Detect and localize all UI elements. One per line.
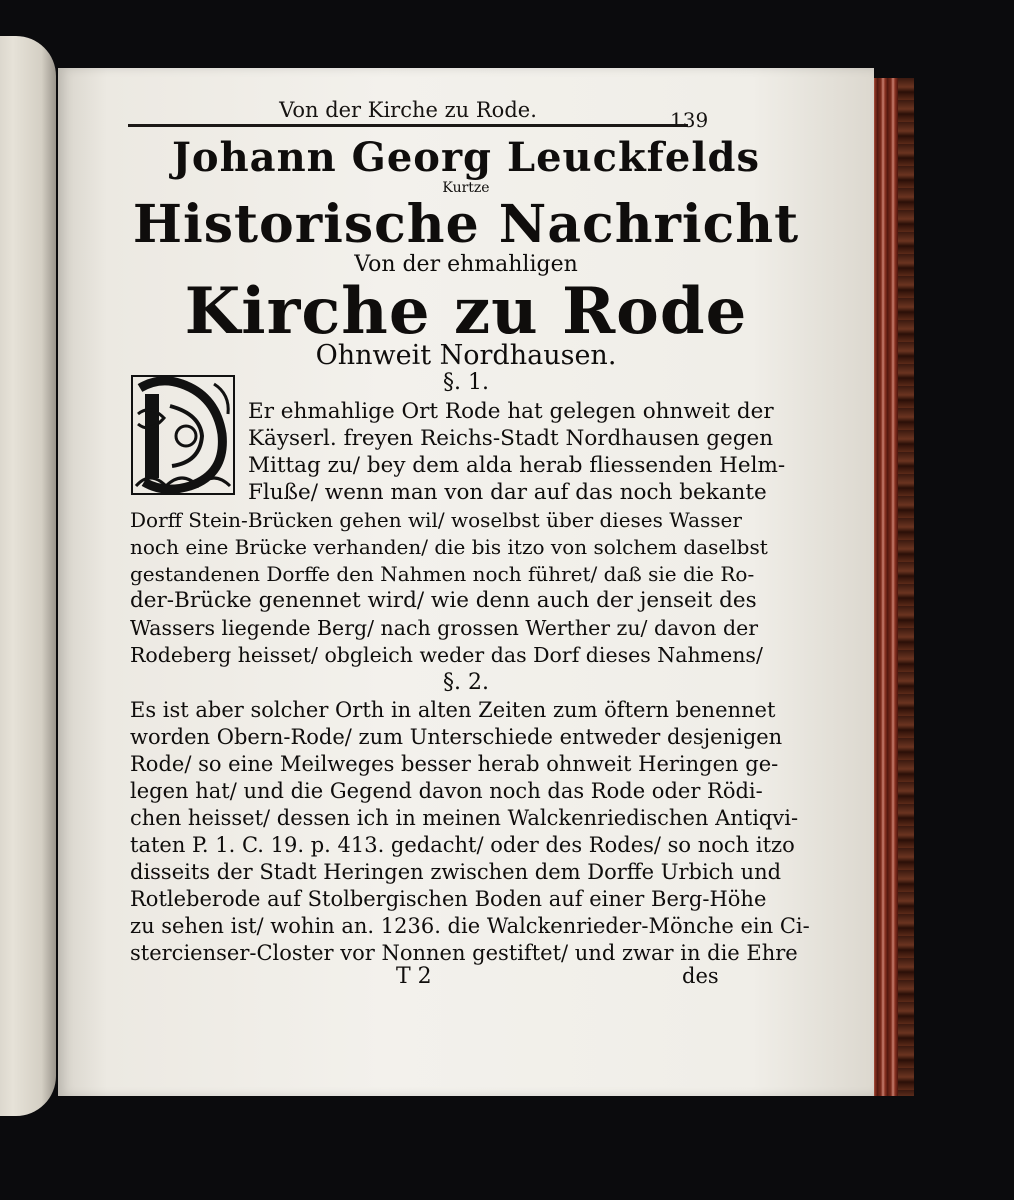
title-von: Von der ehmahligen <box>354 252 578 277</box>
head-rule <box>128 124 688 127</box>
text-line: gestandenen Dorffe den Nahmen noch führet/ daß sie die Ro- <box>130 562 755 586</box>
text-line: Es ist aber solcher Orth in alten Zeiten zum öftern benennet <box>130 698 776 722</box>
title-kurtze: Kurtze <box>442 180 490 196</box>
section-mark-2: §. 2. <box>443 670 489 695</box>
text-line: Rode/ so eine Meilweges besser herab ohnweit Heringen ge- <box>130 752 779 776</box>
book-fore-edge <box>868 78 914 1096</box>
signature-mark: T 2 <box>396 964 432 989</box>
text-line: taten P. 1. C. 19. p. 413. gedacht/ oder des Rodes/ so noch itzo <box>130 833 795 857</box>
text-line: chen heisset/ dessen ich in meinen Walckenriedischen Antiqvi- <box>130 806 799 830</box>
title-author: Johann Georg Leuckfelds <box>171 134 761 181</box>
catchword: des <box>682 964 719 988</box>
text-line: zu sehen ist/ wohin an. 1236. die Walckenrieder-Mönche ein Ci- <box>130 914 810 938</box>
text-line: Rodeberg heisset/ obgleich weder das Dorf dieses Nahmens/ <box>130 643 763 667</box>
text-line: disseits der Stadt Heringen zwischen dem Dorffe Urbich und <box>130 860 782 884</box>
page-number: 139 <box>670 108 709 132</box>
text-line: noch eine Brücke verhanden/ die bis itzo von solchem daselbst <box>130 535 768 559</box>
text-line: Fluße/ wenn man von dar auf das noch bekante <box>248 480 767 505</box>
running-head: Von der Kirche zu Rode. <box>279 98 537 122</box>
section-mark-1: §. 1. <box>443 370 489 395</box>
title-kirche: Kirche zu Rode <box>184 274 748 349</box>
text-line: legen hat/ und die Gegend davon noch das Rode oder Rödi- <box>130 779 763 803</box>
text-line: der-Brücke genennet wird/ wie denn auch der jenseit des <box>130 588 757 613</box>
title-ohnweit: Ohnweit Nordhausen. <box>315 340 617 371</box>
text-line: stercienser-Closter vor Nonnen gestiftet/ und zwar in die Ehre <box>130 941 798 965</box>
text-line: Er ehmahlige Ort Rode hat gelegen ohnweit der <box>248 399 774 424</box>
text-line: Dorff Stein-Brücken gehen wil/ woselbst über dieses Wasser <box>130 508 742 532</box>
text-line: Rotleberode auf Stolbergischen Boden auf einer Berg-Höhe <box>130 887 767 911</box>
text-line: Mittag zu/ bey dem alda herab fliessenden Helm- <box>248 453 786 478</box>
text-line: Käyserl. freyen Reichs-Stadt Nordhausen gegen <box>248 426 774 451</box>
decorated-initial-icon <box>130 374 236 496</box>
title-historische: Historische Nachricht <box>132 194 800 255</box>
facing-page-edge <box>0 36 56 1116</box>
text-line: worden Obern-Rode/ zum Unterschiede entweder desjenigen <box>130 725 783 749</box>
text-line: Wassers liegende Berg/ nach grossen Werther zu/ davon der <box>130 616 759 640</box>
